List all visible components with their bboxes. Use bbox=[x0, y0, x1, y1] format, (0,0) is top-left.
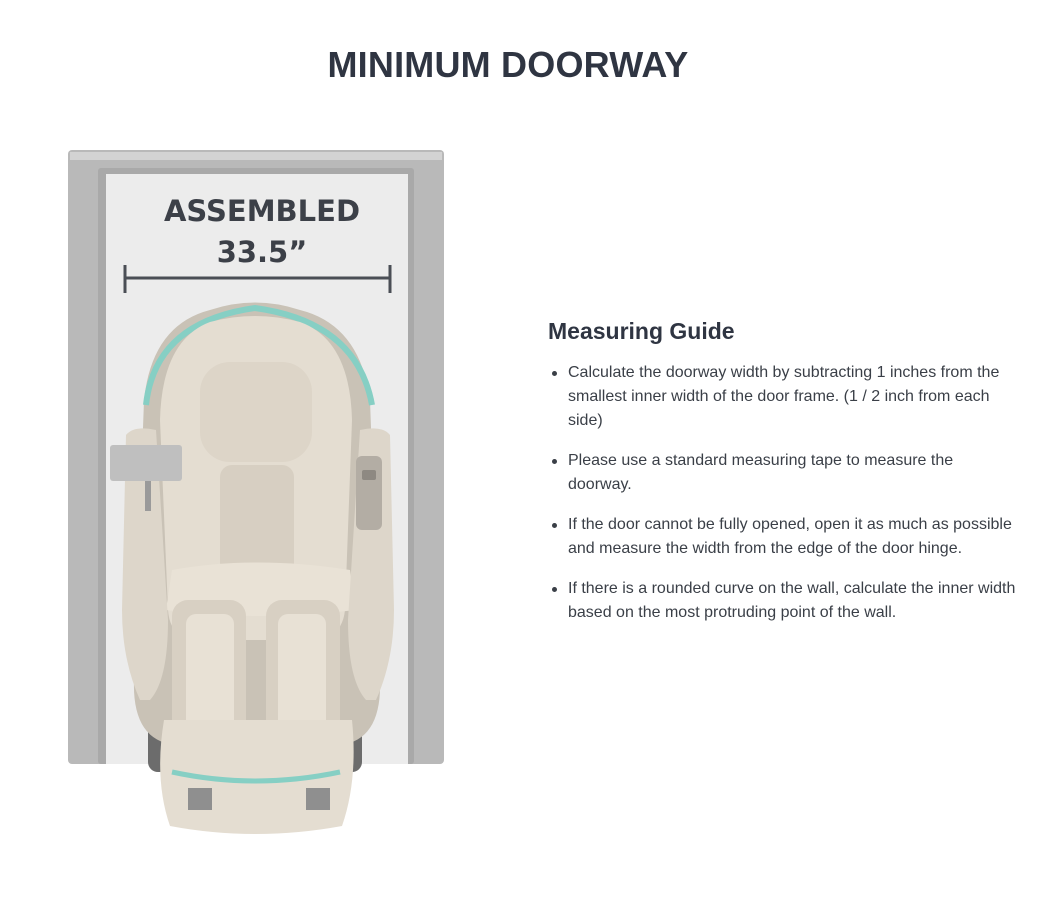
guide-item-text: If there is a rounded curve on the wall, calculate the inner width based on the most protruding point of the wall. bbox=[568, 580, 1016, 621]
guide-item bbox=[548, 449, 1018, 497]
guide-item-text: If the door cannot be fully opened, open it as much as possible and measure the width from the edge of the door hinge. bbox=[568, 516, 1012, 557]
page-title: MINIMUM DOORWAY bbox=[327, 44, 689, 85]
guide-list bbox=[548, 361, 1018, 625]
guide-item bbox=[548, 513, 1018, 561]
doorway-figure bbox=[60, 140, 460, 850]
assembled-label: ASSEMBLED bbox=[163, 194, 361, 228]
massage-chair bbox=[110, 303, 394, 835]
guide-item-text: Calculate the doorway width by subtracting 1 inches from the smallest inner width of the door frame. (1 / 2 inch from each side) bbox=[568, 364, 1000, 429]
bullet-icon bbox=[552, 459, 557, 464]
bullet-icon bbox=[552, 371, 557, 376]
doorway-illustration bbox=[60, 140, 460, 850]
guide-item bbox=[548, 577, 1018, 625]
guide-item-text: Please use a standard measuring tape to measure the doorway. bbox=[568, 452, 954, 493]
guide-item bbox=[548, 361, 1018, 433]
measurement-value: 33.5” bbox=[216, 235, 308, 269]
guide-title: Measuring Guide bbox=[548, 318, 735, 344]
measuring-guide bbox=[548, 318, 1018, 641]
bullet-icon bbox=[552, 587, 557, 592]
bullet-icon bbox=[552, 523, 557, 528]
